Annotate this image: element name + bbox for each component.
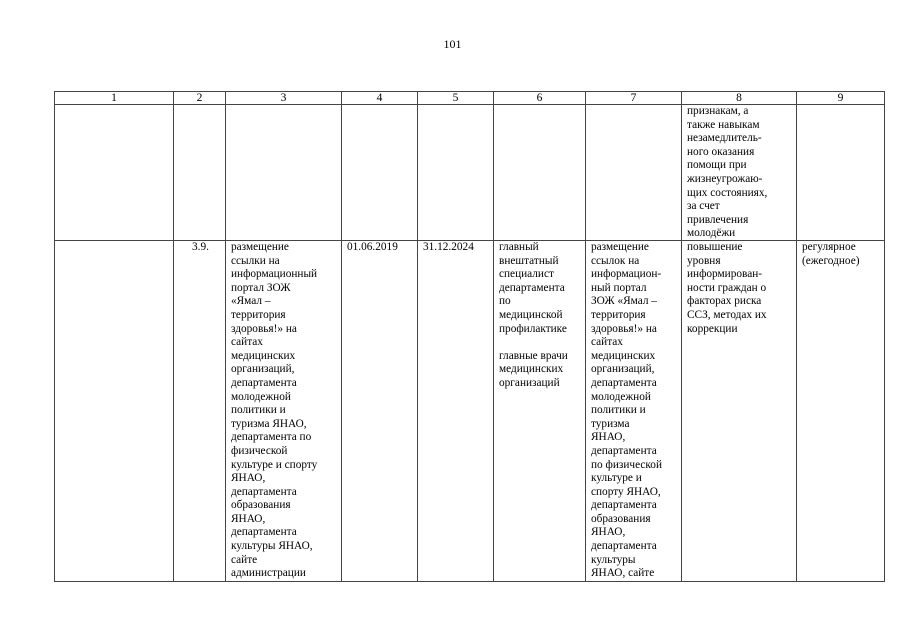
table-cell: [682, 241, 797, 582]
item-number: 3.9.: [192, 241, 209, 253]
table-cell: [797, 241, 885, 582]
continued-goal-text: признакам, а также навыкам незамедлитель- ного оказания помощи при жизнеугрожаю- щих состояниях, за счет привлечения молодёжи: [687, 105, 768, 240]
table-cell: [586, 241, 682, 582]
end-date: 31.12.2024: [423, 241, 474, 253]
table-cell: [226, 241, 342, 582]
column-header: 1: [55, 92, 174, 105]
frequency-text: регулярное (ежегодное): [802, 241, 860, 267]
table-cell: [797, 105, 885, 241]
column-header: 8: [682, 92, 797, 105]
table-row: [55, 241, 885, 582]
column-header: 7: [586, 92, 682, 105]
column-header: 5: [418, 92, 494, 105]
table-cell: [494, 105, 586, 241]
table-cell: [586, 105, 682, 241]
column-header: 3: [226, 92, 342, 105]
table-cell: [174, 105, 226, 241]
goal-text: повышение уровня информирован- ности граждан о факторах риска ССЗ, методах их коррекции: [687, 241, 767, 335]
table-cell: [226, 105, 342, 241]
activity-text: размещение ссылки на информационный портал ЗОЖ «Ямал – территория здоровья!» на сайтах медицинских организаций, департамента молодежной политики и туризма ЯНАО, департамента по физической культуре и спорту ЯНАО, департамента образования ЯНАО, департамента культуры ЯНАО, сайте администрации: [231, 241, 318, 580]
plan-table: [54, 91, 885, 582]
responsible-text: главный внештатный специалист департамента по медицинской профилактике главные врачи медицинских организаций: [499, 241, 568, 389]
start-date: 01.06.2019: [347, 241, 398, 253]
table-cell: [174, 241, 226, 582]
column-header: 2: [174, 92, 226, 105]
table-cell: [55, 105, 174, 241]
table-cell: [342, 105, 418, 241]
table-header-row: [55, 92, 885, 105]
table-cell: [494, 241, 586, 582]
table-cell: [682, 105, 797, 241]
result-text: размещение ссылок на информацион- ный портал ЗОЖ «Ямал – территория здоровья!» на сайтах медицинских организаций, департамента молодежной политики и туризма ЯНАО, департамента по физической культуре и спорту ЯНАО, департамента образования ЯНАО, департамента культуры ЯНАО, сайте: [591, 241, 662, 580]
table-row: [55, 105, 885, 241]
column-header: 4: [342, 92, 418, 105]
table-cell: [55, 241, 174, 582]
table-cell: [418, 105, 494, 241]
page-number: 101: [443, 37, 462, 51]
table-cell: [418, 241, 494, 582]
column-header: 6: [494, 92, 586, 105]
table-cell: [342, 241, 418, 582]
column-header: 9: [797, 92, 885, 105]
